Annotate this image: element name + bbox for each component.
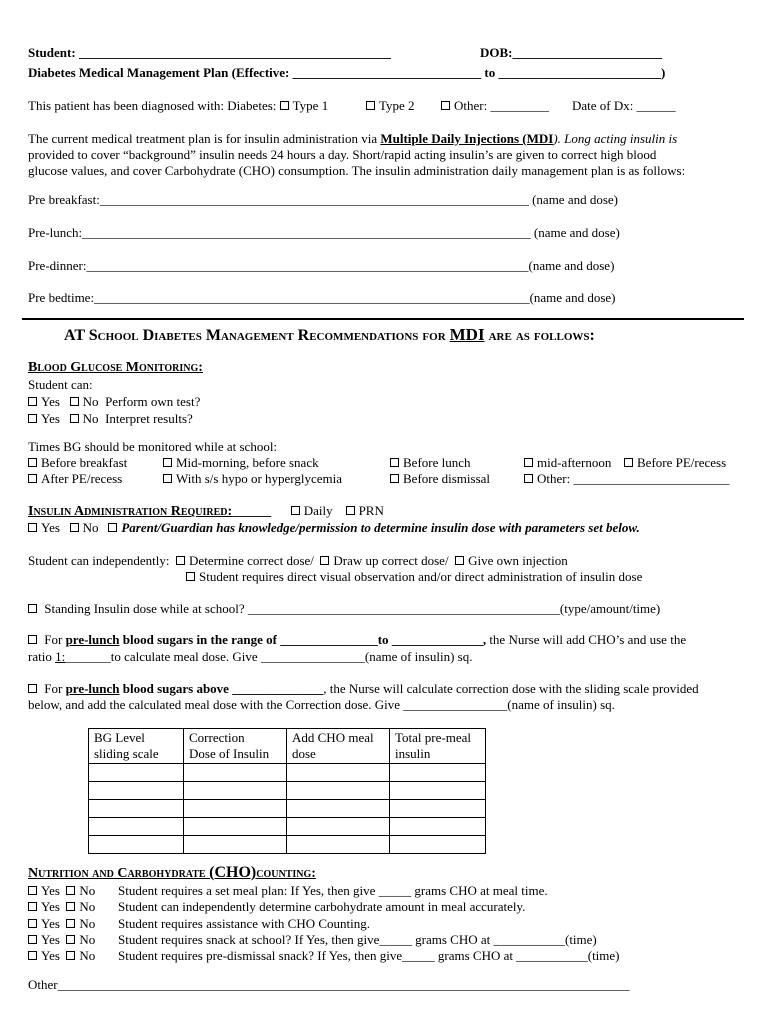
standing-dose-label[interactable]: Standing Insulin dose while at school? ________________________________________________(type/amount/time) [44, 601, 661, 616]
before-dismissal-option [390, 471, 490, 487]
standing-dose-row [28, 601, 660, 617]
table-cell[interactable] [89, 782, 184, 800]
before-breakfast-checkbox[interactable] [28, 458, 37, 467]
parent-no-checkbox[interactable] [70, 523, 79, 532]
other-dx-label: Other: [454, 98, 488, 113]
pre-bedtime-row[interactable] [28, 290, 616, 306]
mdi-emphasis: Multiple Daily Injections (MDI [380, 131, 554, 146]
nutrition-row [28, 948, 620, 964]
meal-suffix: (name and dose) [528, 258, 615, 273]
mid-morning-label: Mid-morning, before snack [176, 455, 319, 470]
meal-field[interactable]: ___________________________________________________________________ [94, 290, 530, 305]
meal-field[interactable]: _____________________________________________________________________ [82, 225, 531, 240]
prn-label: PRN [358, 503, 384, 518]
date-dx[interactable]: Date of Dx: ______ [572, 98, 676, 113]
header-line: dose [292, 746, 316, 761]
table-cell[interactable] [390, 782, 486, 800]
nutrition-row-text: Student can independently determine carbohydrate amount in meal accurately. [118, 899, 526, 914]
interpret-label: Interpret results? [105, 411, 193, 426]
above-label: blood sugars above [119, 681, 233, 696]
section-divider [22, 318, 744, 320]
before-lunch-checkbox[interactable] [390, 458, 399, 467]
other-times-label[interactable]: Other: ________________________ [537, 471, 730, 486]
type1-label: Type 1 [292, 98, 329, 113]
header-line: sliding scale [94, 746, 159, 761]
other-times-option [524, 471, 729, 487]
with-ss-option [163, 471, 342, 487]
table-cell[interactable] [390, 800, 486, 818]
give-injection-checkbox[interactable] [455, 556, 464, 565]
meal-field[interactable]: __________________________________________________________________ [99, 192, 529, 207]
table-cell[interactable] [89, 818, 184, 836]
diagnosis-prefix: This patient has been diagnosed with: Diabetes: [28, 98, 277, 113]
yes-label: Yes [41, 394, 60, 409]
independently-label: Student can independently: [28, 553, 170, 568]
table-cell[interactable] [287, 818, 390, 836]
daily-checkbox[interactable] [291, 506, 300, 515]
bgm-title: Blood Glucose Monitoring: [28, 360, 203, 375]
range-label: blood sugars in the range of [119, 632, 281, 647]
nutrition-row [28, 899, 526, 915]
parent-permission-row [28, 520, 640, 536]
dob-label: DOB: [480, 45, 513, 60]
nutrition-yes-checkbox[interactable] [28, 951, 37, 960]
type2-checkbox[interactable] [366, 101, 375, 110]
insulin-title: Insulin Administration Required: [28, 504, 233, 519]
prelunch-above-row [28, 681, 699, 697]
yes-label: Yes [41, 883, 60, 898]
nutrition-no-checkbox[interactable] [66, 951, 75, 960]
table-cell[interactable] [390, 836, 486, 854]
before-breakfast-label: Before breakfast [41, 455, 128, 470]
table-row [89, 764, 486, 782]
section-heading-b: are as follows: [484, 327, 595, 344]
mid-afternoon-checkbox[interactable] [524, 458, 533, 467]
intro-text-b: ). Long acting insulin is [553, 131, 678, 146]
nutrition-title-cho: (CHO) [209, 864, 257, 881]
determine-dose-label: Determine correct dose/ [189, 553, 314, 568]
mid-afternoon-label: mid-afternoon [537, 455, 612, 470]
nutrition-yes-checkbox[interactable] [28, 935, 37, 944]
for-label: For [44, 632, 66, 647]
to-label: to [484, 65, 496, 80]
other-dx-option [441, 98, 549, 114]
requires-observation-row [186, 569, 642, 585]
after-pe-option [28, 471, 122, 487]
before-lunch-option [390, 455, 471, 471]
insulin-blank[interactable]: ______ [232, 503, 272, 518]
mid-morning-checkbox[interactable] [163, 458, 172, 467]
table-row [89, 818, 486, 836]
yes-label: Yes [41, 932, 60, 947]
meal-label: Pre-dinner: [28, 258, 87, 273]
prelunch-emphasis: pre-lunch [65, 681, 120, 696]
pre-dinner-row[interactable] [28, 258, 614, 274]
meal-suffix: (name and dose) [529, 290, 616, 305]
no-label: No [79, 899, 96, 914]
with-ss-label: With s/s hypo or hyperglycemia [176, 471, 343, 486]
insulin-title-row [28, 503, 384, 520]
other-label: Other [28, 977, 58, 992]
type2-label: Type 2 [379, 98, 415, 113]
other-dx-checkbox[interactable] [441, 101, 450, 110]
before-dismissal-label: Before dismissal [403, 471, 491, 486]
nurse-add-cho-text: the Nurse will add CHO’s and use the [486, 632, 687, 647]
header-line: insulin [395, 746, 431, 761]
other-field[interactable]: ________________________________________________________________________________________ [57, 977, 630, 992]
meal-suffix: (name and dose) [528, 192, 619, 207]
standing-dose-checkbox[interactable] [28, 604, 37, 613]
independently-row [28, 553, 568, 569]
table-cell[interactable] [89, 800, 184, 818]
effective-from-field[interactable]: _____________________________ [292, 65, 482, 80]
other-dx-field[interactable]: _________ [490, 98, 549, 113]
dob-line [480, 45, 662, 61]
table-header-cell [184, 729, 287, 764]
plan-title-line [28, 65, 665, 81]
range-high-field[interactable]: ______________, [388, 632, 487, 647]
table-row [89, 800, 486, 818]
perform-no-checkbox[interactable] [70, 397, 79, 406]
correction-line-2: below, and add the calculated meal dose with the Correction dose. Give ________________(name of insulin) sq. [28, 697, 615, 712]
above-field[interactable]: ______________ [232, 681, 324, 696]
table-cell[interactable] [184, 764, 287, 782]
table-cell[interactable] [184, 818, 287, 836]
yes-label: Yes [41, 520, 60, 535]
nutrition-row-text: Student requires snack at school? If Yes, then give_____ grams CHO at ___________(time) [118, 932, 597, 947]
yes-label: Yes [41, 916, 60, 931]
ratio-value: 1: [55, 649, 66, 664]
nutrition-yes-checkbox[interactable] [28, 919, 37, 928]
draw-dose-label: Draw up correct dose/ [333, 553, 449, 568]
requires-observation-label: Student requires direct visual observation and/or direct administration of insulin dose [199, 569, 643, 584]
student-label: Student: [28, 45, 76, 60]
pre-breakfast-row[interactable] [28, 192, 618, 208]
table-row [89, 836, 486, 854]
before-breakfast-option [28, 455, 127, 471]
table-cell[interactable] [287, 800, 390, 818]
interpret-row [28, 411, 193, 427]
nutrition-row [28, 932, 597, 948]
ratio-field[interactable]: _______ [65, 649, 111, 664]
range-low-field[interactable]: _______________ [280, 632, 378, 647]
mid-afternoon-option [524, 455, 611, 471]
range-to-label: to [377, 632, 389, 647]
meal-label: Pre breakfast: [28, 192, 100, 207]
nutrition-row-text: Student requires a set meal plan: If Yes, then give _____ grams CHO at meal time. [118, 883, 548, 898]
prelunch-range-row [28, 632, 686, 648]
plan-title: Diabetes Medical Management Plan (Effective: [28, 65, 290, 80]
table-header-cell [390, 729, 486, 764]
ratio-label: ratio [28, 649, 56, 664]
meal-field[interactable]: ____________________________________________________________________ [86, 258, 529, 273]
no-label: No [79, 948, 96, 963]
give-injection-label: Give own injection [468, 553, 568, 568]
after-pe-label: After PE/recess [41, 471, 123, 486]
type2-option [366, 98, 415, 114]
table-cell[interactable] [184, 836, 287, 854]
perform-yes-checkbox[interactable] [28, 397, 37, 406]
before-pe-checkbox[interactable] [624, 458, 633, 467]
yes-label: Yes [41, 948, 60, 963]
table-header-row [89, 729, 486, 764]
after-pe-checkbox[interactable] [28, 474, 37, 483]
table-cell[interactable] [89, 764, 184, 782]
nutrition-row [28, 883, 548, 899]
yes-label: Yes [41, 899, 60, 914]
meal-suffix: (name and dose) [530, 225, 620, 240]
nutrition-no-checkbox[interactable] [66, 919, 75, 928]
student-can-label: Student can: [28, 377, 93, 392]
interpret-yes-checkbox[interactable] [28, 414, 37, 423]
perform-test-row [28, 394, 200, 410]
table-cell[interactable] [89, 836, 184, 854]
nutrition-title [28, 865, 316, 882]
table-cell[interactable] [287, 764, 390, 782]
determine-dose-checkbox[interactable] [176, 556, 185, 565]
table-cell[interactable] [184, 782, 287, 800]
before-lunch-label: Before lunch [403, 455, 471, 470]
section-heading-mdi: MDI [449, 325, 485, 344]
parent-yes-checkbox[interactable] [28, 523, 37, 532]
ratio-text: to calculate meal dose. Give ________________(name of insulin) sq. [110, 649, 473, 664]
for-label: For [44, 681, 66, 696]
other-times-checkbox[interactable] [524, 474, 533, 483]
nutrition-row-text: Student requires pre-dismissal snack? If Yes, then give_____ grams CHO at ___________(time) [118, 948, 620, 963]
no-label: No [79, 883, 96, 898]
header-line: Add CHO meal [292, 730, 374, 745]
pre-lunch-row[interactable] [28, 225, 620, 241]
intro-text-a: The current medical treatment plan is for insulin administration via [28, 131, 381, 146]
daily-label: Daily [303, 503, 333, 518]
type1-checkbox[interactable] [280, 101, 289, 110]
meal-label: Pre bedtime: [28, 290, 95, 305]
mid-morning-option [163, 455, 319, 471]
nutrition-row [28, 916, 371, 932]
no-label: No [82, 394, 99, 409]
header-line: Correction [189, 730, 245, 745]
other-row [28, 977, 630, 993]
before-pe-option [624, 455, 726, 471]
no-label: No [79, 932, 96, 947]
no-label: No [79, 916, 96, 931]
student-field[interactable]: ________________________________________________ [78, 45, 391, 60]
table-header-cell [89, 729, 184, 764]
nutrition-yes-checkbox[interactable] [28, 886, 37, 895]
no-label: No [82, 520, 99, 535]
nutrition-no-checkbox[interactable] [66, 886, 75, 895]
sliding-scale-table [88, 728, 486, 854]
meal-label: Pre-lunch: [28, 225, 83, 240]
nutrition-yes-checkbox[interactable] [28, 902, 37, 911]
parent-permission-label: Parent/Guardian has knowledge/permission to determine insulin dose with parameters set below. [121, 520, 640, 535]
section-heading-a: AT School Diabetes Management Recommendations for [64, 327, 450, 344]
dob-field[interactable]: _______________________ [512, 45, 662, 60]
times-label: Times BG should be monitored while at school: [28, 439, 278, 454]
no-label: No [82, 411, 99, 426]
before-pe-label: Before PE/recess [637, 455, 727, 470]
header-line: Total pre-meal [395, 730, 471, 745]
yes-label: Yes [41, 411, 60, 426]
table-cell[interactable] [287, 836, 390, 854]
table-cell[interactable] [184, 800, 287, 818]
prelunch-emphasis: pre-lunch [65, 632, 120, 647]
student-line [28, 45, 391, 61]
nutrition-title-a: Nutrition and Carbohydrate [28, 866, 210, 881]
parent-permission-checkbox[interactable] [108, 523, 117, 532]
header-line: BG Level [94, 730, 145, 745]
perform-label: Perform own test? [105, 394, 201, 409]
ratio-row [28, 649, 472, 665]
table-header-cell [287, 729, 390, 764]
diagnosis-line [28, 98, 328, 114]
table-cell[interactable] [390, 818, 486, 836]
header-line: Dose of Insulin [189, 746, 270, 761]
prelunch-above-checkbox[interactable] [28, 684, 37, 693]
section-heading [64, 325, 595, 345]
prn-checkbox[interactable] [346, 506, 355, 515]
intro-line-2: provided to cover “background” insulin needs 24 hours a day. Short/rapid acting insulin’s are given to correct high blood [28, 147, 657, 162]
effective-to-field[interactable]: _________________________) [498, 65, 666, 80]
correction-text: , the Nurse will calculate correction dose with the sliding scale provided [323, 681, 699, 696]
draw-dose-checkbox[interactable] [320, 556, 329, 565]
nutrition-no-checkbox[interactable] [66, 935, 75, 944]
intro-line-3: glucose values, and cover Carbohydrate (CHO) consumption. The insulin administration daily management plan is as follows: [28, 163, 686, 178]
table-cell[interactable] [287, 782, 390, 800]
table-cell[interactable] [390, 764, 486, 782]
intro-line-1 [28, 131, 677, 147]
prelunch-range-checkbox[interactable] [28, 635, 37, 644]
nutrition-row-text: Student requires assistance with CHO Counting. [118, 916, 371, 931]
table-row [89, 782, 486, 800]
requires-observation-checkbox[interactable] [186, 572, 195, 581]
nutrition-title-b: counting: [256, 866, 316, 881]
interpret-no-checkbox[interactable] [70, 414, 79, 423]
with-ss-checkbox[interactable] [163, 474, 172, 483]
before-dismissal-checkbox[interactable] [390, 474, 399, 483]
nutrition-no-checkbox[interactable] [66, 902, 75, 911]
